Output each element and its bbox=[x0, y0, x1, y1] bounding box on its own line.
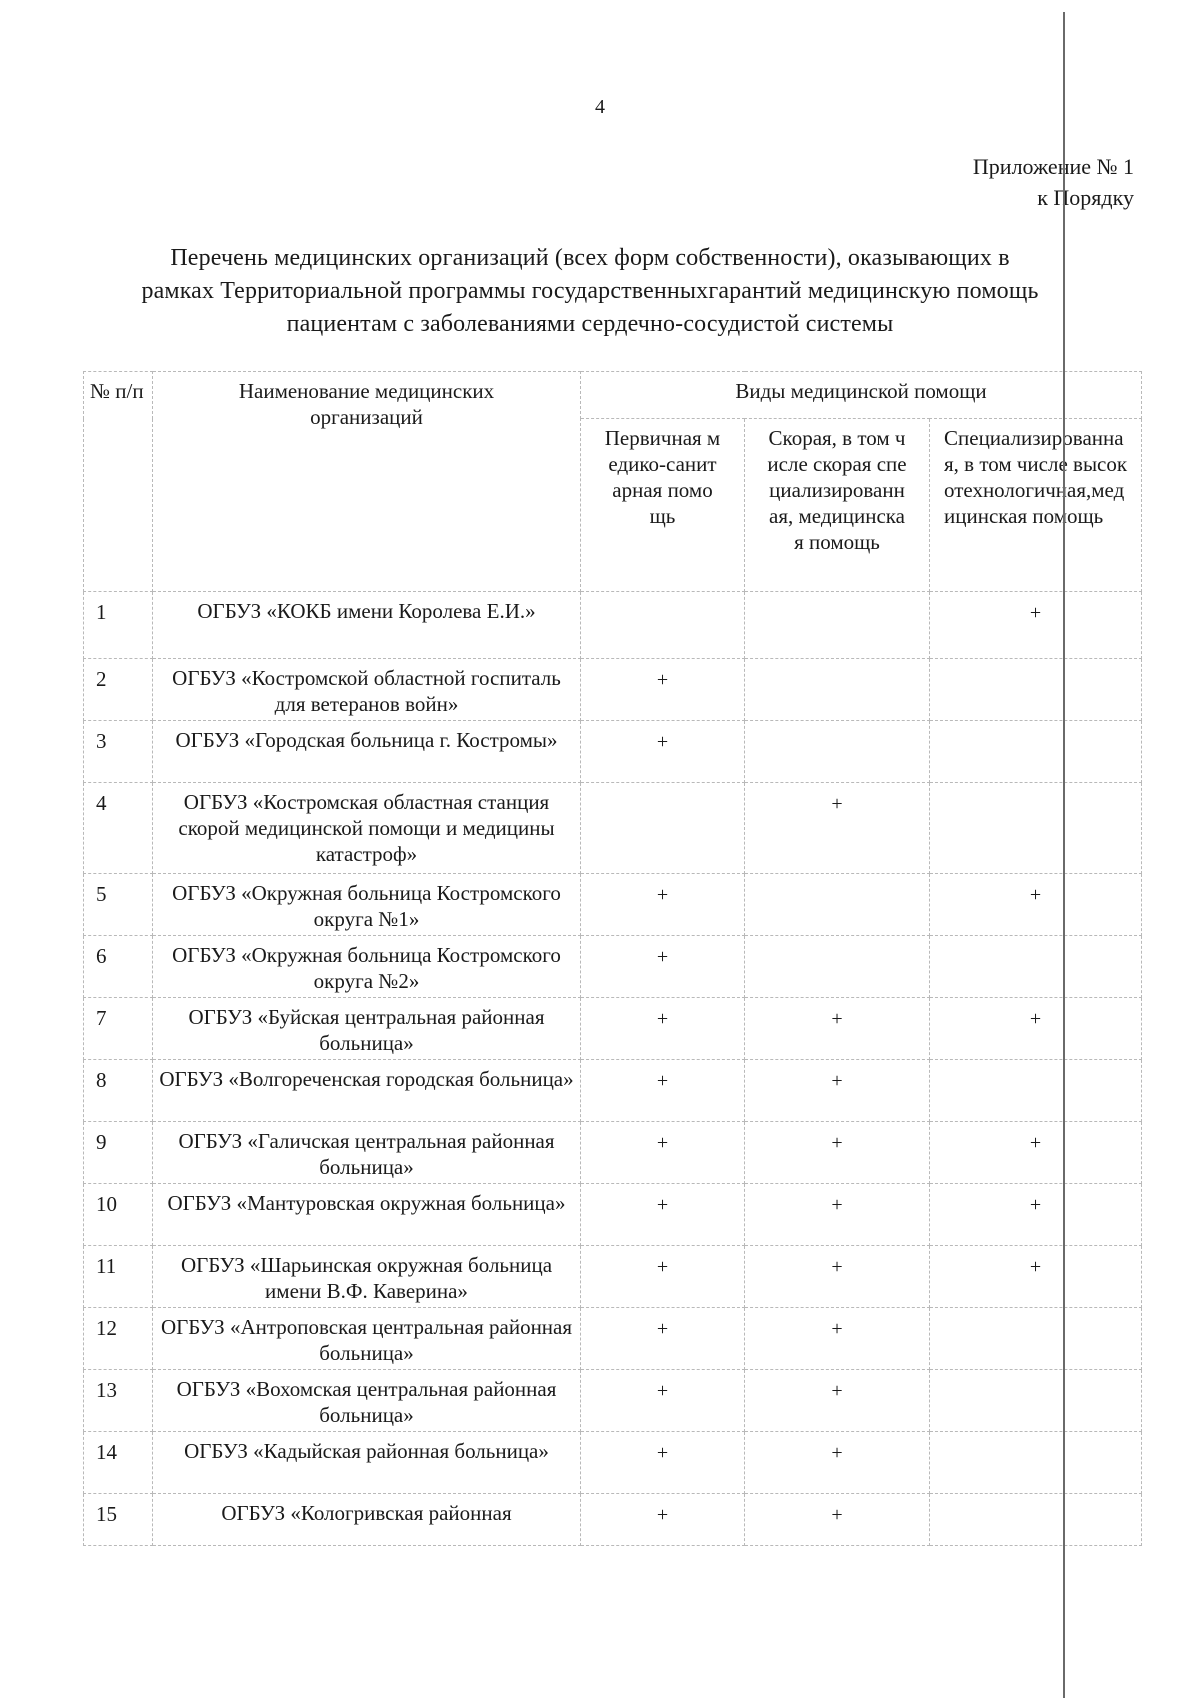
primary-care-mark: + bbox=[581, 998, 745, 1060]
specialized-care-mark: + bbox=[930, 592, 1142, 659]
emergency-care-mark bbox=[745, 659, 930, 721]
specialized-care-mark bbox=[930, 1370, 1142, 1432]
row-number: 15 bbox=[84, 1494, 153, 1546]
row-number: 1 bbox=[84, 592, 153, 659]
org-name: ОГБУЗ «Шарьинская окружная больница имени В.Ф. Каверина» bbox=[153, 1246, 581, 1308]
table-row bbox=[84, 592, 1142, 659]
emergency-care-mark: + bbox=[745, 1246, 930, 1308]
table-row bbox=[84, 1060, 1142, 1122]
primary-care-mark: + bbox=[581, 1308, 745, 1370]
row-number: 10 bbox=[84, 1184, 153, 1246]
row-number: 8 bbox=[84, 1060, 153, 1122]
specialized-care-mark bbox=[930, 1308, 1142, 1370]
table-row bbox=[84, 998, 1142, 1060]
emergency-care-mark bbox=[745, 592, 930, 659]
scan-vertical-line bbox=[1063, 12, 1065, 1698]
row-number: 6 bbox=[84, 936, 153, 998]
emergency-care-mark: + bbox=[745, 1184, 930, 1246]
primary-care-mark: + bbox=[581, 936, 745, 998]
emergency-care-mark: + bbox=[745, 1308, 930, 1370]
specialized-care-mark: + bbox=[930, 1246, 1142, 1308]
table-header-row bbox=[84, 372, 1142, 419]
primary-care-mark: + bbox=[581, 1184, 745, 1246]
header-primary-care bbox=[581, 419, 745, 592]
specialized-care-mark: + bbox=[930, 1122, 1142, 1184]
primary-care-mark: + bbox=[581, 1370, 745, 1432]
row-number: 2 bbox=[84, 659, 153, 721]
emergency-care-mark: + bbox=[745, 1370, 930, 1432]
header-number: № п/п bbox=[84, 372, 153, 592]
emergency-care-mark bbox=[745, 936, 930, 998]
emergency-care-mark bbox=[745, 721, 930, 783]
primary-care-mark: + bbox=[581, 1246, 745, 1308]
table-row bbox=[84, 783, 1142, 874]
appendix-line-2: к Порядку bbox=[1037, 185, 1134, 210]
emergency-care-mark: + bbox=[745, 1122, 930, 1184]
appendix-note bbox=[973, 151, 1134, 213]
specialized-care-mark bbox=[930, 721, 1142, 783]
header-emergency-care bbox=[745, 419, 930, 592]
table-row bbox=[84, 1308, 1142, 1370]
header-org-name bbox=[153, 372, 581, 592]
table-row bbox=[84, 659, 1142, 721]
org-name: ОГБУЗ «Костромская областная станция скорой медицинской помощи и медицины катастроф» bbox=[153, 783, 581, 874]
primary-care-mark bbox=[581, 592, 745, 659]
emergency-care-mark bbox=[745, 874, 930, 936]
specialized-care-mark: + bbox=[930, 998, 1142, 1060]
specialized-care-mark bbox=[930, 1494, 1142, 1546]
org-name: ОГБУЗ «Кадыйская районная больница» bbox=[153, 1432, 581, 1494]
org-name: ОГБУЗ «Окружная больница Костромского округа №2» bbox=[153, 936, 581, 998]
title-line-3: пациентам с заболеваниями сердечно-сосудистой системы bbox=[286, 311, 894, 337]
page-number: 4 bbox=[595, 96, 605, 118]
specialized-care-mark bbox=[930, 659, 1142, 721]
emergency-care-mark: + bbox=[745, 1432, 930, 1494]
organizations-table bbox=[83, 371, 1142, 1546]
row-number: 3 bbox=[84, 721, 153, 783]
table-row bbox=[84, 1246, 1142, 1308]
title-line-1: Перечень медицинских организаций (всех форм собственности), оказывающих в bbox=[170, 245, 1010, 271]
specialized-care-mark bbox=[930, 783, 1142, 874]
primary-care-mark bbox=[581, 783, 745, 874]
org-name: ОГБУЗ «Буйская центральная районная больница» bbox=[153, 998, 581, 1060]
row-number: 4 bbox=[84, 783, 153, 874]
table-row bbox=[84, 1184, 1142, 1246]
specialized-care-mark: + bbox=[930, 1184, 1142, 1246]
row-number: 9 bbox=[84, 1122, 153, 1184]
primary-care-mark: + bbox=[581, 1060, 745, 1122]
org-name: ОГБУЗ «Антроповская центральная районная больница» bbox=[153, 1308, 581, 1370]
specialized-care-mark bbox=[930, 1060, 1142, 1122]
table-row bbox=[84, 1122, 1142, 1184]
appendix-line-1: Приложение № 1 bbox=[972, 154, 1134, 179]
row-number: 13 bbox=[84, 1370, 153, 1432]
primary-care-mark: + bbox=[581, 874, 745, 936]
org-name: ОГБУЗ «Мантуровская окружная больница» bbox=[153, 1184, 581, 1246]
row-number: 5 bbox=[84, 874, 153, 936]
emergency-care-mark: + bbox=[745, 1060, 930, 1122]
row-number: 12 bbox=[84, 1308, 153, 1370]
header-primary-care-text: Первичная медико-санитарная помощь bbox=[604, 426, 721, 528]
header-org-name-text: Наименование медицинских организаций bbox=[238, 379, 495, 429]
org-name: ОГБУЗ «Волгореченская городская больница» bbox=[153, 1060, 581, 1122]
primary-care-mark: + bbox=[581, 1432, 745, 1494]
emergency-care-mark: + bbox=[745, 783, 930, 874]
org-name: ОГБУЗ «Городская больница г. Костромы» bbox=[153, 721, 581, 783]
table-row bbox=[84, 936, 1142, 998]
header-emergency-care-text: Скорая, в том числе скорая специализированная, медицинская помощь bbox=[767, 426, 907, 554]
emergency-care-mark: + bbox=[745, 1494, 930, 1546]
header-specialized-care-text: Специализированная, в том числе высокотехнологичная,медицинская помощь bbox=[944, 426, 1128, 528]
org-name: ОГБУЗ «Кологривская районная bbox=[153, 1494, 581, 1546]
primary-care-mark: + bbox=[581, 1122, 745, 1184]
org-name: ОГБУЗ «Вохомская центральная районная больница» bbox=[153, 1370, 581, 1432]
primary-care-mark: + bbox=[581, 659, 745, 721]
org-name: ОГБУЗ «Галичская центральная районная больница» bbox=[153, 1122, 581, 1184]
table-row bbox=[84, 721, 1142, 783]
document-title bbox=[40, 242, 1140, 341]
title-line-2: рамках Территориальной программы государственныхгарантий медицинскую помощь bbox=[141, 278, 1039, 304]
primary-care-mark: + bbox=[581, 1494, 745, 1546]
primary-care-mark: + bbox=[581, 721, 745, 783]
table-row bbox=[84, 874, 1142, 936]
org-name: ОГБУЗ «Костромской областной госпиталь для ветеранов войн» bbox=[153, 659, 581, 721]
specialized-care-mark: + bbox=[930, 874, 1142, 936]
specialized-care-mark bbox=[930, 1432, 1142, 1494]
specialized-care-mark bbox=[930, 936, 1142, 998]
row-number: 14 bbox=[84, 1432, 153, 1494]
row-number: 7 bbox=[84, 998, 153, 1060]
header-specialized-care bbox=[930, 419, 1142, 592]
org-name: ОГБУЗ «КОКБ имени Королева Е.И.» bbox=[153, 592, 581, 659]
header-care-types: Виды медицинской помощи bbox=[581, 372, 1142, 419]
row-number: 11 bbox=[84, 1246, 153, 1308]
table-row bbox=[84, 1432, 1142, 1494]
table-row bbox=[84, 1494, 1142, 1546]
table-row bbox=[84, 1370, 1142, 1432]
org-name: ОГБУЗ «Окружная больница Костромского округа №1» bbox=[153, 874, 581, 936]
emergency-care-mark: + bbox=[745, 998, 930, 1060]
